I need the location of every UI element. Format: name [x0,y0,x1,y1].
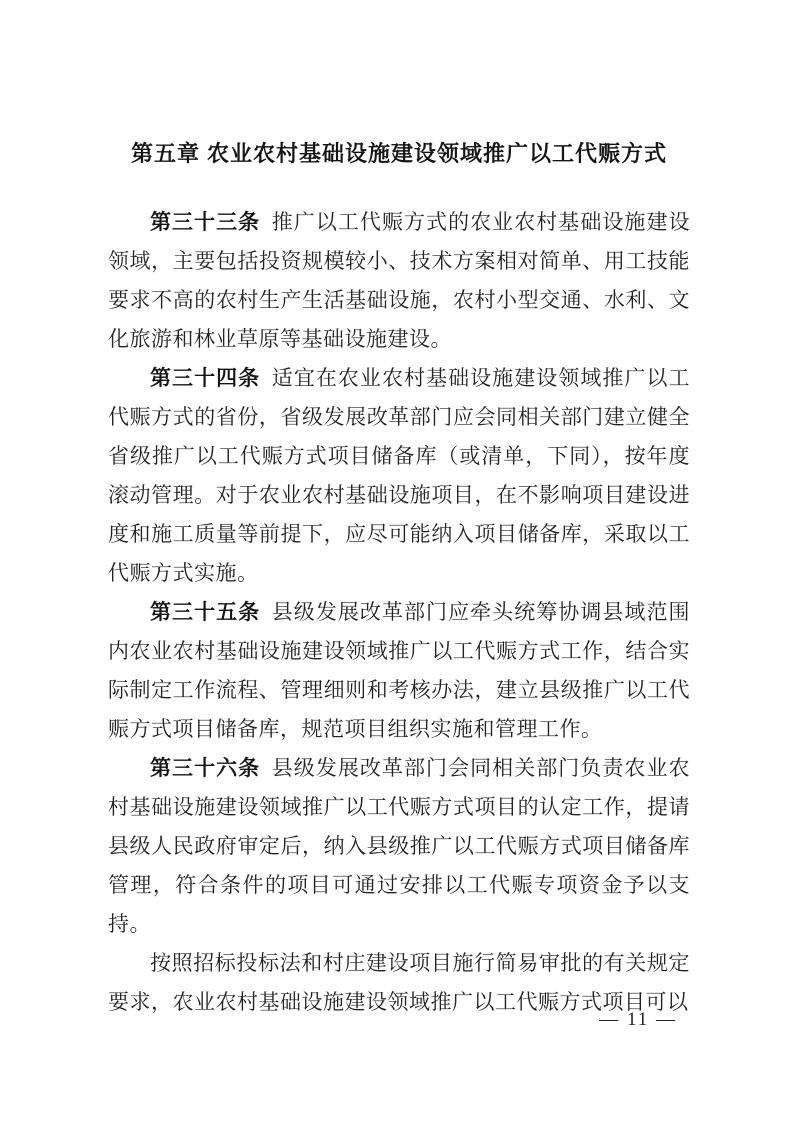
article-number-label: 第三十五条 [150,601,261,624]
chapter-title: 第五章 农业农村基础设施建设领域推广以工代赈方式 [130,141,668,166]
article-paragraph [108,203,690,359]
article-text: 按照招标投标法和村庄建设项目施行简易审批的有关规定要求，农业农村基础设施建设领域推广以工代赈方式项目可以 [108,951,690,1014]
document-content [108,138,690,1022]
article-text: 适宜在农业农村基础设施建设领域推广以工代赈方式的省份，省级发展改革部门应会同相关部门建立健全省级推广以工代赈方式项目储备库（或清单，下同），按年度滚动管理。对于农业农村基础设施项目，在不影响项目建设进度和施工质量等前提下，应尽可能纳入项目储备库，采取以工代赈方式实施。 [108,366,691,585]
article-number-label: 第三十四条 [150,367,261,390]
article-text: 县级发展改革部门应牵头统筹协调县域范围内农业农村基础设施建设领域推广以工代赈方式工作，结合实际制定工作流程、管理细则和考核办法，建立县级推广以工代赈方式项目储备库，规范项目组织实施和管理工作。 [108,600,691,741]
article-paragraph [108,359,690,593]
article-number-label: 第三十三条 [150,211,261,234]
page-number: — 11 — [599,1009,677,1030]
article-text: 推广以工代赈方式的农业农村基础设施建设领域，主要包括投资规模较小、技术方案相对简单、用工技能要求不高的农村生产生活基础设施，农村小型交通、水利、文化旅游和林业草原等基础设施建设。 [108,210,691,351]
article-paragraph [108,749,690,944]
article-text: 县级发展改革部门会同相关部门负责农业农村基础设施建设领域推广以工代赈方式项目的认定工作，提请县级人民政府审定后，纳入县级推广以工代赈方式项目储备库管理，符合条件的项目可通过安排以工代赈专项资金予以支持。 [108,756,691,936]
article-paragraph [108,593,690,749]
article-number-label: 第三十六条 [150,757,261,780]
